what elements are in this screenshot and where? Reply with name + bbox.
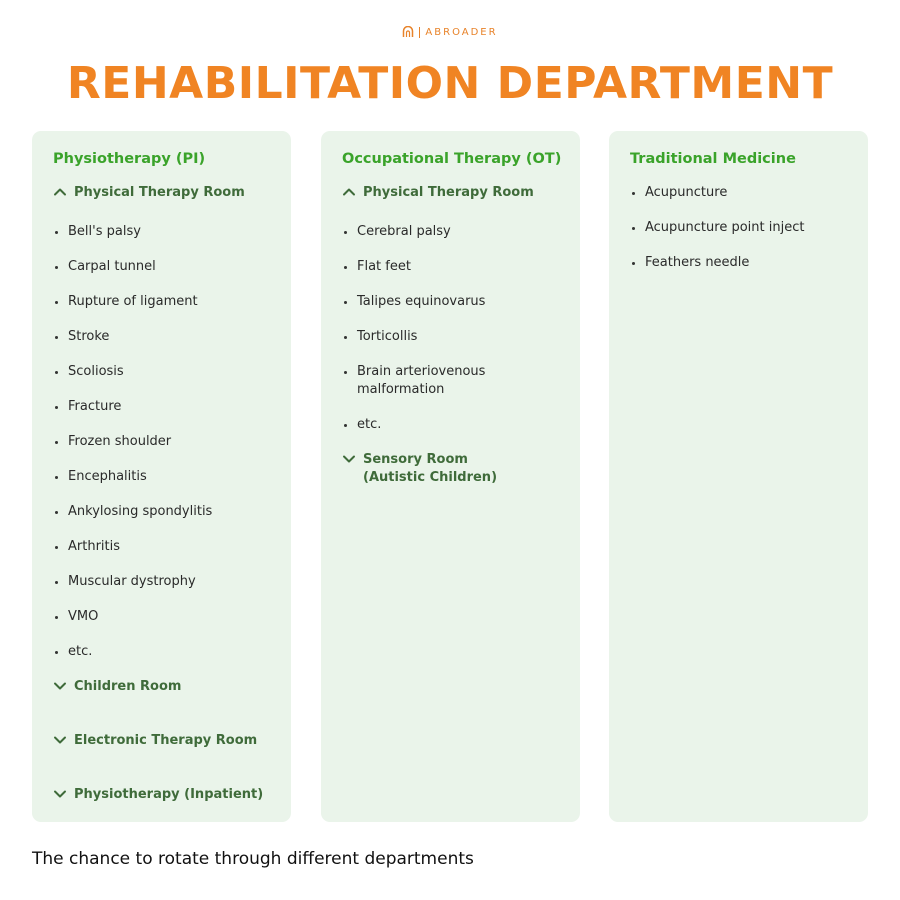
section-toggle[interactable] [53,732,257,750]
list-item [55,433,171,451]
chevron-up-icon [342,185,356,199]
brand-logo [0,26,900,38]
bullet-dot [344,301,347,304]
list-item-label: Fracture [68,399,122,414]
list-item [344,416,381,434]
bullet-dot [55,546,58,549]
logo-separator [419,27,420,38]
section-label: Electronic Therapy Room [74,733,258,748]
list-item-label: Scoliosis [68,364,124,379]
chevron-up-icon [53,185,67,199]
section-toggle[interactable] [342,451,497,487]
list-item-label: Bell's palsy [68,224,141,239]
bullet-dot [344,231,347,234]
list-item-label: Cerebral palsy [357,224,451,239]
department-column [609,131,868,822]
list-item [55,468,147,486]
list-item [55,328,109,346]
bullet-dot [55,441,58,444]
list-item-label: VMO [68,609,99,624]
arch-logo-icon [402,26,414,38]
section-label: Sensory Room (Autistic Children) [363,452,498,485]
list-item [344,328,417,346]
list-item [344,258,411,276]
list-item-label: Encephalitis [68,469,147,484]
list-item [55,223,141,241]
bullet-dot [55,371,58,374]
list-item-label: Brain arteriovenous malformation [357,364,486,397]
list-item [344,363,485,399]
bullet-dot [55,406,58,409]
column-heading: Occupational Therapy (OT) [342,151,562,167]
list-item [55,398,121,416]
list-item-label: Acupuncture [645,185,728,200]
bullet-dot [55,336,58,339]
list-item-label: Rupture of ligament [68,294,198,309]
chevron-down-icon [53,733,67,747]
list-item [55,573,196,591]
list-item [344,223,451,241]
bullet-dot [55,581,58,584]
bullet-dot [344,336,347,339]
department-column [32,131,291,822]
list-item-label: Talipes equinovarus [357,294,486,309]
list-item [55,538,120,556]
list-item-label: Acupuncture point inject [645,220,805,235]
bullet-dot [344,371,347,374]
list-item-label: etc. [357,417,382,432]
section-toggle[interactable] [53,786,263,804]
list-item [55,608,98,626]
bullet-dot [632,227,635,230]
column-heading: Physiotherapy (PI) [53,151,206,167]
section-label: Physical Therapy Room [363,185,534,200]
page-caption: The chance to rotate through different departments [32,849,474,869]
list-item-label: Muscular dystrophy [68,574,196,589]
brand-name: ABROADER [425,26,498,38]
list-item-label: Feathers needle [645,255,750,270]
bullet-dot [55,266,58,269]
list-item [344,293,485,311]
list-item-label: Ankylosing spondylitis [68,504,213,519]
section-toggle[interactable] [53,678,181,696]
column-heading: Traditional Medicine [630,151,796,167]
bullet-dot [344,424,347,427]
bullet-dot [55,476,58,479]
list-item-label: Carpal tunnel [68,259,156,274]
section-label: Children Room [74,679,182,694]
list-item [55,363,124,381]
list-item [632,254,749,272]
bullet-dot [632,262,635,265]
bullet-dot [55,231,58,234]
bullet-dot [55,651,58,654]
list-item-label: Arthritis [68,539,121,554]
chevron-down-icon [53,679,67,693]
list-item-label: Torticollis [357,329,418,344]
list-item-label: Stroke [68,329,110,344]
section-toggle[interactable] [53,184,245,202]
section-toggle[interactable] [342,184,534,202]
page-title: REHABILITATION DEPARTMENT [66,58,834,109]
list-item [632,219,804,237]
list-item [55,503,212,521]
section-label: Physiotherapy (Inpatient) [74,787,264,802]
section-label: Physical Therapy Room [74,185,245,200]
bullet-dot [632,192,635,195]
bullet-dot [344,266,347,269]
bullet-dot [55,301,58,304]
list-item [632,184,727,202]
list-item [55,258,156,276]
chevron-down-icon [342,452,356,466]
list-item-label: Flat feet [357,259,411,274]
list-item [55,293,198,311]
bullet-dot [55,616,58,619]
list-item-label: etc. [68,644,93,659]
department-column [321,131,580,822]
chevron-down-icon [53,787,67,801]
list-item [55,643,92,661]
list-item-label: Frozen shoulder [68,434,172,449]
bullet-dot [55,511,58,514]
